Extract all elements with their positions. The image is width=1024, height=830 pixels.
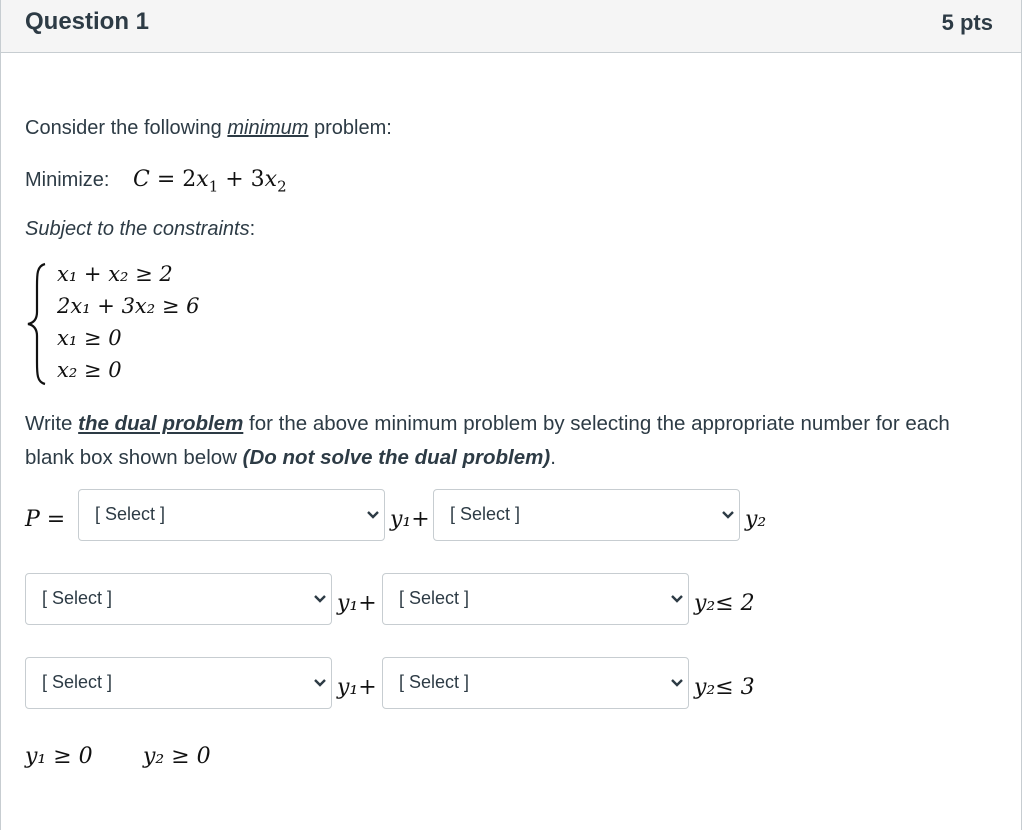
dual-y2: y₂ bbox=[745, 507, 767, 532]
select-constraint2-coef-1[interactable]: [ Select ] bbox=[25, 657, 332, 709]
select-constraint2-coef-2[interactable]: [ Select ] bbox=[382, 657, 689, 709]
do-not-solve-note: (Do not solve the dual problem) bbox=[242, 446, 551, 469]
left-brace-icon bbox=[23, 262, 49, 386]
select-constraint1-coef-1[interactable]: [ Select ] bbox=[25, 573, 332, 625]
intro-prefix: Consider the following bbox=[25, 117, 228, 139]
constraint-3: x₁ ≥ 0 bbox=[57, 326, 122, 350]
y1-nonnegativity: y₁ ≥ 0 bbox=[25, 744, 93, 769]
question-points: 5 pts bbox=[941, 10, 993, 35]
objective-expression: $C = 2x_1 + 3x_2$ bbox=[133, 167, 287, 196]
intro-suffix: problem: bbox=[308, 117, 392, 139]
instruction-text: Write the dual problem for the above minimum problem by selecting the appropriate number for each blank box shown below (Do not solve the dual problem). bbox=[25, 412, 950, 469]
select-constraint1-coef-2[interactable]: [ Select ] bbox=[382, 573, 689, 625]
constraint1-y2-le-2: y₂≤ 2 bbox=[694, 591, 755, 616]
select-objective-coef-2[interactable]: [ Select ] bbox=[433, 489, 740, 541]
constraint-1: x₁ + x₂ ≥ 2 bbox=[57, 262, 173, 286]
constraint-2: 2x₁ + 3x₂ ≥ 6 bbox=[57, 294, 200, 318]
objective-label: Minimize: bbox=[25, 169, 110, 191]
chevron-down-icon bbox=[366, 508, 380, 522]
select-objective-coef-1[interactable]: [ Select ] bbox=[78, 489, 385, 541]
chevron-down-icon bbox=[313, 676, 327, 690]
constraint-4: x₂ ≥ 0 bbox=[57, 358, 122, 382]
constraint2-y2-le-3: y₂≤ 3 bbox=[694, 675, 755, 700]
constraints-label: Subject to the constraints: bbox=[25, 218, 256, 240]
chevron-down-icon bbox=[670, 676, 684, 690]
chevron-down-icon bbox=[313, 592, 327, 606]
question-header bbox=[1, 0, 1021, 53]
dual-problem-emphasis: the dual problem bbox=[78, 412, 244, 435]
chevron-down-icon bbox=[721, 508, 735, 522]
intro-emphasis: minimum bbox=[227, 117, 309, 139]
constraint2-y1-plus: y₁+ bbox=[337, 675, 377, 700]
objective-line bbox=[25, 167, 287, 195]
chevron-down-icon bbox=[670, 592, 684, 606]
y2-nonnegativity: y₂ ≥ 0 bbox=[143, 744, 211, 769]
intro-text bbox=[25, 117, 392, 140]
dual-objective-lhs: P = bbox=[25, 507, 66, 532]
question-title: Question 1 bbox=[25, 8, 150, 35]
constraint1-y1-plus: y₁+ bbox=[337, 591, 377, 616]
dual-y1-plus: y₁+ bbox=[390, 507, 430, 532]
